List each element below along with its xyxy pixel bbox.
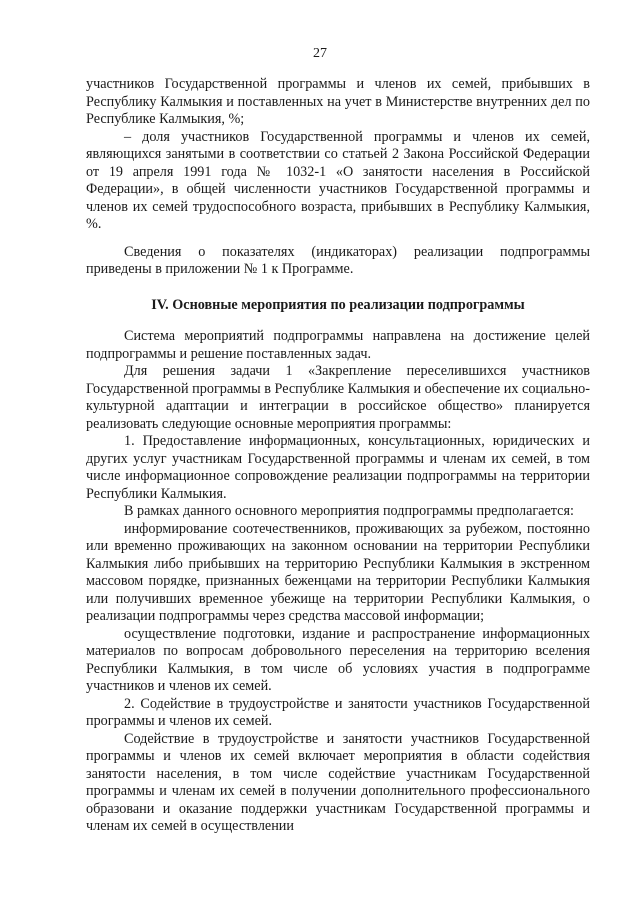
document-body xyxy=(86,76,590,836)
paragraph-employment-assistance: Содействие в трудоустройстве и занятости участников Государственной программы и членов их семей включает мероприятия в области содействия занятости населения, в том числе содействие участникам Государственной программы и членам их семей в получении дополнительного профессионального образовани и оказание поддержки участникам Государственной программы и членам их семей в осуществлении xyxy=(86,730,590,834)
paragraph-measure-2: 2. Содействие в трудоустройстве и занятости участников Государственной программы и членов их семей. xyxy=(86,695,590,729)
paragraph-employment-share: – доля участников Государственной программы и членов их семей, являющихся занятыми в соответствии со статьей 2 Закона Российской Федерации от 19 апреля 1991 года № 1032-1 «О занятости населения в Российской Федерации», в общей численности участников Государственной программы и членов их семей трудоспособного возраста, прибывших в Республику Калмыкия, %. xyxy=(86,128,590,232)
paragraph-measure-1: 1. Предоставление информационных, консультационных, юридических и других услуг участникам Государственной программы и членам их семей, в том числе информационное сопровождение реализации подпрограммы на территории Республики Калмыкия. xyxy=(86,433,590,502)
paragraph-informing: информирование соотечественников, проживающих за рубежом, постоянно или временно проживающих на законном основании на территории Республики Калмыкия либо прибывших на территорию Республики Калмыкия в экстренном массовом порядке, признанных беженцами на территории Республики Калмыкия или получивших временное убежище на территории Республики Калмыкия, о реализации подпрограммы через средства массовой информации; xyxy=(86,520,590,624)
section-heading: IV. Основные мероприятия по реализации подпрограммы xyxy=(151,296,525,313)
page-number: 27 xyxy=(313,46,327,61)
paragraph-task-1: Для решения задачи 1 «Закрепление переселившихся участников Государственной программы в Республике Калмыкия и обеспечение их социально-культурной адаптации и интеграции в российское общество» планируется реализовать следующие основные мероприятия программы: xyxy=(86,363,590,432)
paragraph-measure-scope: В рамках данного основного мероприятия подпрограммы предполагается: xyxy=(124,503,574,519)
paragraph-indicators-reference: Сведения о показателях (индикаторах) реализации подпрограммы приведены в приложении № 1 к Программе. xyxy=(86,243,590,277)
paragraph-system-of-measures: Система мероприятий подпрограммы направлена на достижение целей подпрограммы и решение поставленных задач. xyxy=(86,328,590,362)
paragraph-continuation: участников Государственной программы и членов их семей, прибывших в Республику Калмыкия и поставленных на учет в Министерстве внутренних дел по Республике Калмыкия, %; xyxy=(86,76,590,127)
paragraph-publishing: осуществление подготовки, издание и распространение информационных материалов по вопросам добровольного переселения на территорию вселения Республики Калмыкия, в том числе об условиях участия в подпрограмме участников и членов их семей. xyxy=(86,625,590,694)
